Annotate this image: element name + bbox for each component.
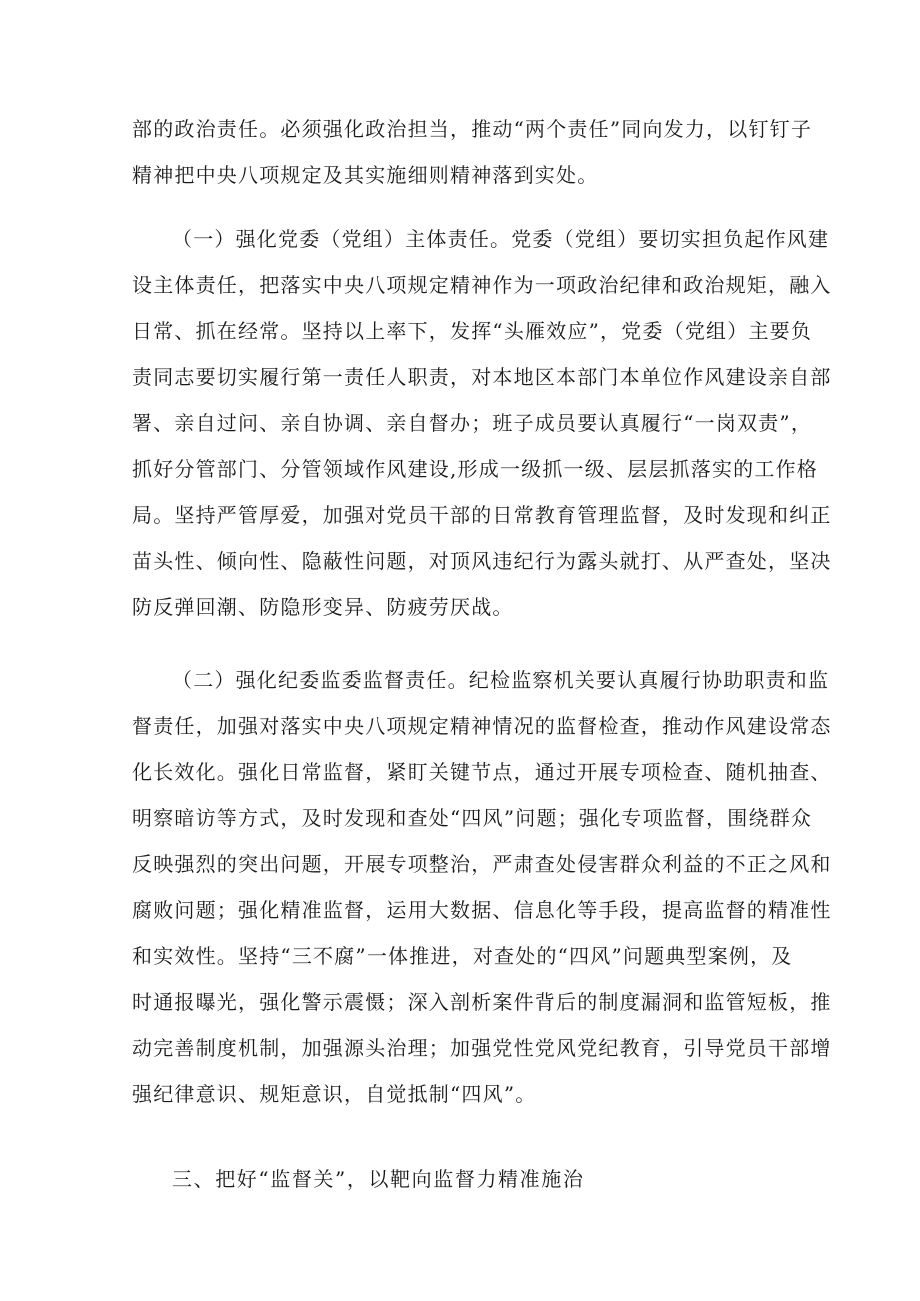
paragraph-continuation <box>132 112 813 192</box>
text-line: 腐败问题；强化精准监督，运用大数据、信息化等手段，提高监督的精准性 <box>132 898 832 922</box>
paragraph-discipline-commission-responsibility <box>132 663 832 1111</box>
text-line: 和实效性。坚持“三不腐”一体推进，对查处的“四风”问题典型案例，及 <box>132 944 793 968</box>
text-line: 责同志要切实履行第一责任人职责，对本地区本部门本单位作风建设亲自部 <box>132 365 832 389</box>
text-line: 化长效化。强化日常监督，紧盯关键节点，通过开展专项检查、随机抽查、 <box>132 760 832 784</box>
section-heading: 三、把好“监督关”，以靶向监督力精准施治 <box>172 1167 585 1191</box>
text-line: 明察暗访等方式，及时发现和查处“四风”问题；强化专项监督，围绕群众 <box>132 806 813 830</box>
text-line: 苗头性、倾向性、隐蔽性问题，对顶风违纪行为露头就打、从严查处，坚决 <box>132 549 832 573</box>
text-line: （二）强化纪委监委监督责任。纪检监察机关要认真履行协助职责和监 <box>172 668 830 692</box>
text-line: 局。坚持严管厚爱，加强对党员干部的日常教育管理监督，及时发现和纠正 <box>132 503 832 527</box>
text-line: 精神把中央八项规定及其实施细则精神落到实处。 <box>132 163 599 187</box>
text-line: 日常、抓在经常。坚持以上率下，发挥“头雁效应”，党委（党组）主要负 <box>132 319 813 343</box>
text-line: （一）强化党委（党组）主体责任。党委（党组）要切实担负起作风建 <box>172 227 830 251</box>
text-line: 反映强烈的突出问题，开展专项整治，严肃查处侵害群众利益的不正之风和 <box>132 852 832 876</box>
text-line: 设主体责任，把落实中央八项规定精神作为一项政治纪律和政治规矩，融入 <box>132 273 832 297</box>
text-line: 署、亲自过问、亲自协调、亲自督办；班子成员要认真履行“一岗双责”， <box>132 411 813 435</box>
text-line: 抓好分管部门、分管领域作风建设,形成一级抓一级、层层抓落实的工作格 <box>132 457 818 481</box>
text-line: 督责任，加强对落实中央八项规定精神情况的监督检查，推动作风建设常态 <box>132 714 832 738</box>
paragraph-party-committee-responsibility <box>132 222 832 624</box>
text-line: 防反弹回潮、防隐形变异、防疲劳厌战。 <box>132 595 514 619</box>
text-line: 强纪律意识、规矩意识，自觉抵制“四风”。 <box>132 1082 537 1106</box>
text-line: 部的政治责任。必须强化政治担当，推动“两个责任”同向发力，以钉钉子 <box>132 117 813 141</box>
text-line: 时通报曝光，强化警示震慑；深入剖析案件背后的制度漏洞和监管短板，推 <box>132 990 832 1014</box>
text-line: 动完善制度机制，加强源头治理；加强党性党风党纪教育，引导党员干部增 <box>132 1036 832 1060</box>
